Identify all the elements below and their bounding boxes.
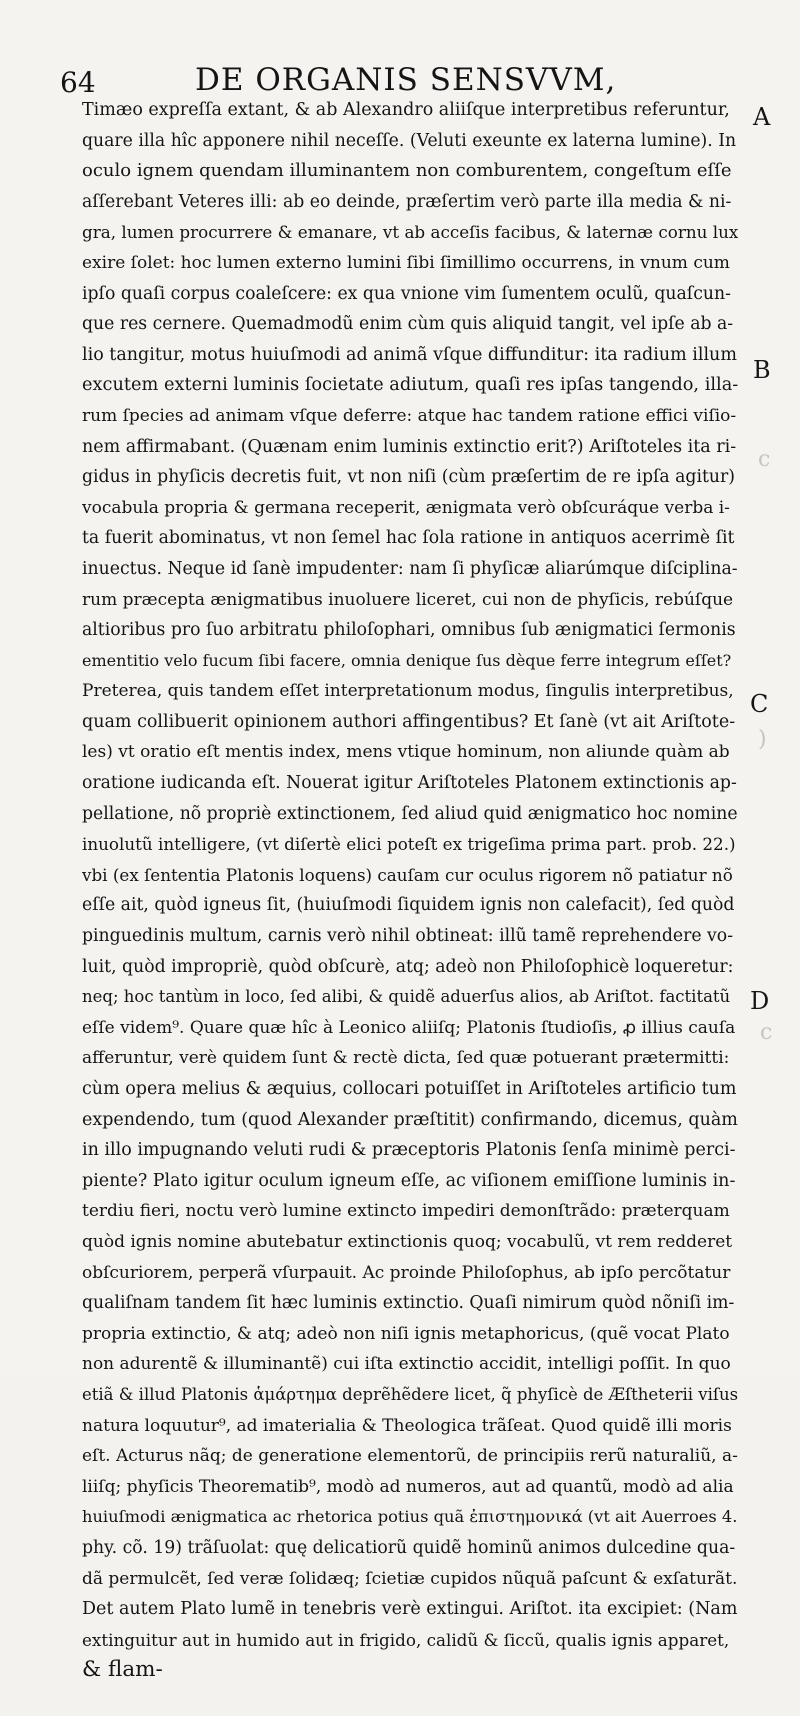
text-line: ementitio velo fucum ſibi facere, omnia denique ſus dèque ferre integrum eſſet? — [82, 650, 732, 670]
text-line: eſt. Acturus nãq; de generatione elementorũ, de principiis rerũ naturaliũ, a- — [82, 1446, 738, 1467]
catchword — [82, 1686, 738, 1716]
text-line: quam collibuerit opinionem authori affingentibus? Et ſanè (vt ait Ariſtote- — [82, 711, 736, 732]
text-line: natura loquutur⁹, ad imaterialia & Theologica trãſeat. Quod quidẽ illi moris — [82, 1415, 732, 1436]
margin-letter-d: D — [750, 987, 770, 1015]
text-line: etiã & illud Platonis ἁμάρτημα deprẽhẽdere licet, q̃ phyſicè de Æſtheterii viſus — [82, 1384, 738, 1404]
page-number: 64 — [60, 66, 96, 99]
text-line: obſcuriorem, perperã vſurpauit. Ac proinde Philoſophus, ab ipſo percõtatur — [82, 1262, 731, 1283]
text-line: piente? Plato igitur oculum igneum eſſe, ac viſionem emiſſione luminis in- — [82, 1170, 736, 1191]
text-line: Timæo expreſſa extant, & ab Alexandro aliiſque interpretibus referuntur, — [82, 100, 730, 120]
text-line: huiuſmodi ænigmatica ac rhetorica potius quã ἐπιστημονικά (vt ait Auerroes 4. — [82, 1507, 738, 1527]
text-line: aſſerebant Veteres illi: ab eo deinde, præſertim verò parte illa media & ni- — [82, 191, 732, 212]
text-line: oratione iudicanda eſt. Nouerat igitur Ariſtoteles Platonem extinctionis ap- — [82, 773, 737, 794]
text-line: non adurentẽ & illuminantẽ) cui iſta extinctio accidit, intelligi poſſit. In quo — [82, 1354, 731, 1375]
text-line: ipſo quaſi corpus coaleſcere: ex qua vnione vim ſumentem oculũ, quaſcun- — [82, 283, 731, 304]
text-line: dã permulcẽt, ſed veræ ſolidæq; ſcietiæ cupidos nũquã paſcunt & exſaturãt. — [82, 1568, 738, 1589]
text-line: phy. cõ. 19) trãſuolat: quę delicatiorũ quidẽ hominũ animos dulcedine qua- — [82, 1537, 736, 1558]
text-line: propria extinctio, & atq; adeò non niſi ignis metaphoricus, (quẽ vocat Plato — [82, 1323, 730, 1344]
text-line: afferuntur, verè quidem ſunt & rectè dicta, ſed quæ potuerant prætermitti: — [82, 1048, 730, 1069]
text-line: extinguitur aut in humido aut in frigido, calidũ & ſiccũ, qualis ignis apparet, — [82, 1629, 730, 1650]
text-line: & flam- — [82, 1657, 163, 1683]
page-header — [0, 58, 800, 98]
text-line: quòd ignis nomine abutebatur extinctionis quoq; vocabulũ, vt rem redderet — [82, 1231, 733, 1252]
text-line: exire ſolet: hoc lumen externo lumini ſibi ſimillimo occurrens, in vnum cum — [82, 252, 730, 273]
bleed-through-mark: ) — [758, 727, 767, 752]
text-line: pellatione, nõ propriè extinctionem, ſed aliud quid ænigmatico hoc nomine — [82, 803, 738, 824]
text-line: neq; hoc tantùm in loco, ſed alibi, & quidẽ aduerſus alios, ab Ariſtot. factitatũ — [82, 987, 731, 1007]
text-line: vbi (ex ſententia Platonis loquens) cauſam cur oculus rigorem nõ patiatur nõ — [82, 864, 733, 885]
text-line: que res cernere. Quemadmodũ enim cùm quis aliquid tangit, vel ipſe ab a- — [82, 314, 734, 335]
text-line: inuectus. Neque id ſanè impudenter: nam ſi phyſicæ aliarúmque diſciplina- — [82, 558, 738, 579]
body-text — [82, 95, 738, 1716]
text-line: rum ſpecies ad animam vſque deferre: atque hac tandem ratione effici viſio- — [82, 405, 737, 426]
text-line: inuolutũ intelligere, (vt diſertè elici poteſt ex trigeſima prima part. prob. 22.) — [82, 834, 736, 855]
bleed-through-mark: c — [760, 1020, 773, 1045]
text-line: lio tangitur, motus huiuſmodi ad animã vſque diffunditur: ita radium illum — [82, 344, 737, 365]
text-line: terdiu fieri, noctu verò lumine extincto impediri demonſtrãdo: præterquam — [82, 1201, 730, 1222]
margin-letter-a: A — [753, 103, 771, 131]
text-line: oculo ignem quendam illuminantem non comburentem, congeſtum eſſe — [82, 160, 732, 182]
margin-letter-b: B — [753, 356, 771, 384]
text-line: excutem externi luminis ſocietate adiutum, quaſi res ipſas tangendo, illa- — [82, 375, 738, 396]
text-line: eſſe videm⁹. Quare quæ hîc à Leonico aliiſq; Platonis ſtudioſis, ꝓ illius cauſa — [82, 1017, 736, 1038]
margin-letter-c: C — [750, 690, 769, 718]
text-line: cùm opera melius & æquius, collocari potuiſſet in Ariſtoteles artificio tum — [82, 1079, 737, 1099]
text-line: nem affirmabant. (Quænam enim luminis extinctio erit?) Ariſtoteles ita ri- — [82, 436, 737, 457]
text-line: qualiſnam tandem ſit hæc luminis extinctio. Quaſi nimirum quòd nõniſi im- — [82, 1293, 735, 1314]
text-line: ta fuerit abominatus, vt non ſemel hac ſola ratione in antiquos acerrimè ſit — [82, 528, 735, 549]
bleed-through-mark: c — [758, 447, 771, 472]
text-line: expendendo, tum (quod Alexander præſtitit) confirmando, dicemus, quàm — [82, 1109, 738, 1130]
text-line: in illo impugnando veluti rudi & præceptoris Platonis ſenſa minimè perci- — [82, 1140, 736, 1161]
text-line: rum præcepta ænigmatibus inuoluere liceret, cui non de phyſicis, rebúſque — [82, 589, 734, 610]
text-line: luit, quòd impropriè, quòd obſcurè, atq; adeò non Philoſophicè loqueretur: — [82, 956, 734, 977]
text-line: pinguedinis multum, carnis verò nihil obtineat: illũ tamẽ reprehendere vo- — [82, 926, 734, 947]
text-line: les) vt oratio eſt mentis index, mens vtique hominum, non aliunde quàm ab — [82, 742, 730, 763]
running-head: DE ORGANIS SENSVVM, — [195, 62, 617, 98]
text-line: gidus in phyſicis decretis fuit, vt non niſi (cùm præſertim de re ipſa agitur) — [82, 467, 736, 488]
text-line: gra, lumen procurrere & emanare, vt ab acceſis facibus, & laternæ cornu lux — [82, 222, 738, 243]
text-line: vocabula propria & germana receperit, ænigmata verò obſcuráque verba i- — [82, 497, 730, 518]
text-line: liiſq; phyſicis Theorematib⁹, modò ad numeros, aut ad quantũ, modò ad alia — [82, 1476, 734, 1497]
text-line: Det autem Plato lumẽ in tenebris verè extingui. Ariſtot. ita excipiet: (Nam — [82, 1599, 738, 1620]
text-line: quare illa hîc apponere nihil neceſſe. (Veluti exeunte ex laterna lumine). In — [82, 130, 737, 151]
text-line: altioribus pro ſuo arbitratu philoſophari, omnibus ſub ænigmatici ſermonis — [82, 620, 736, 641]
text-line: Preterea, quis tandem eſſet interpretationum modus, ſingulis interpretibus, — [82, 681, 734, 702]
text-line: eſſe ait, quòd igneus ſit, (huiuſmodi ſiquidem ignis non calefacit), ſed quòd — [82, 895, 735, 916]
